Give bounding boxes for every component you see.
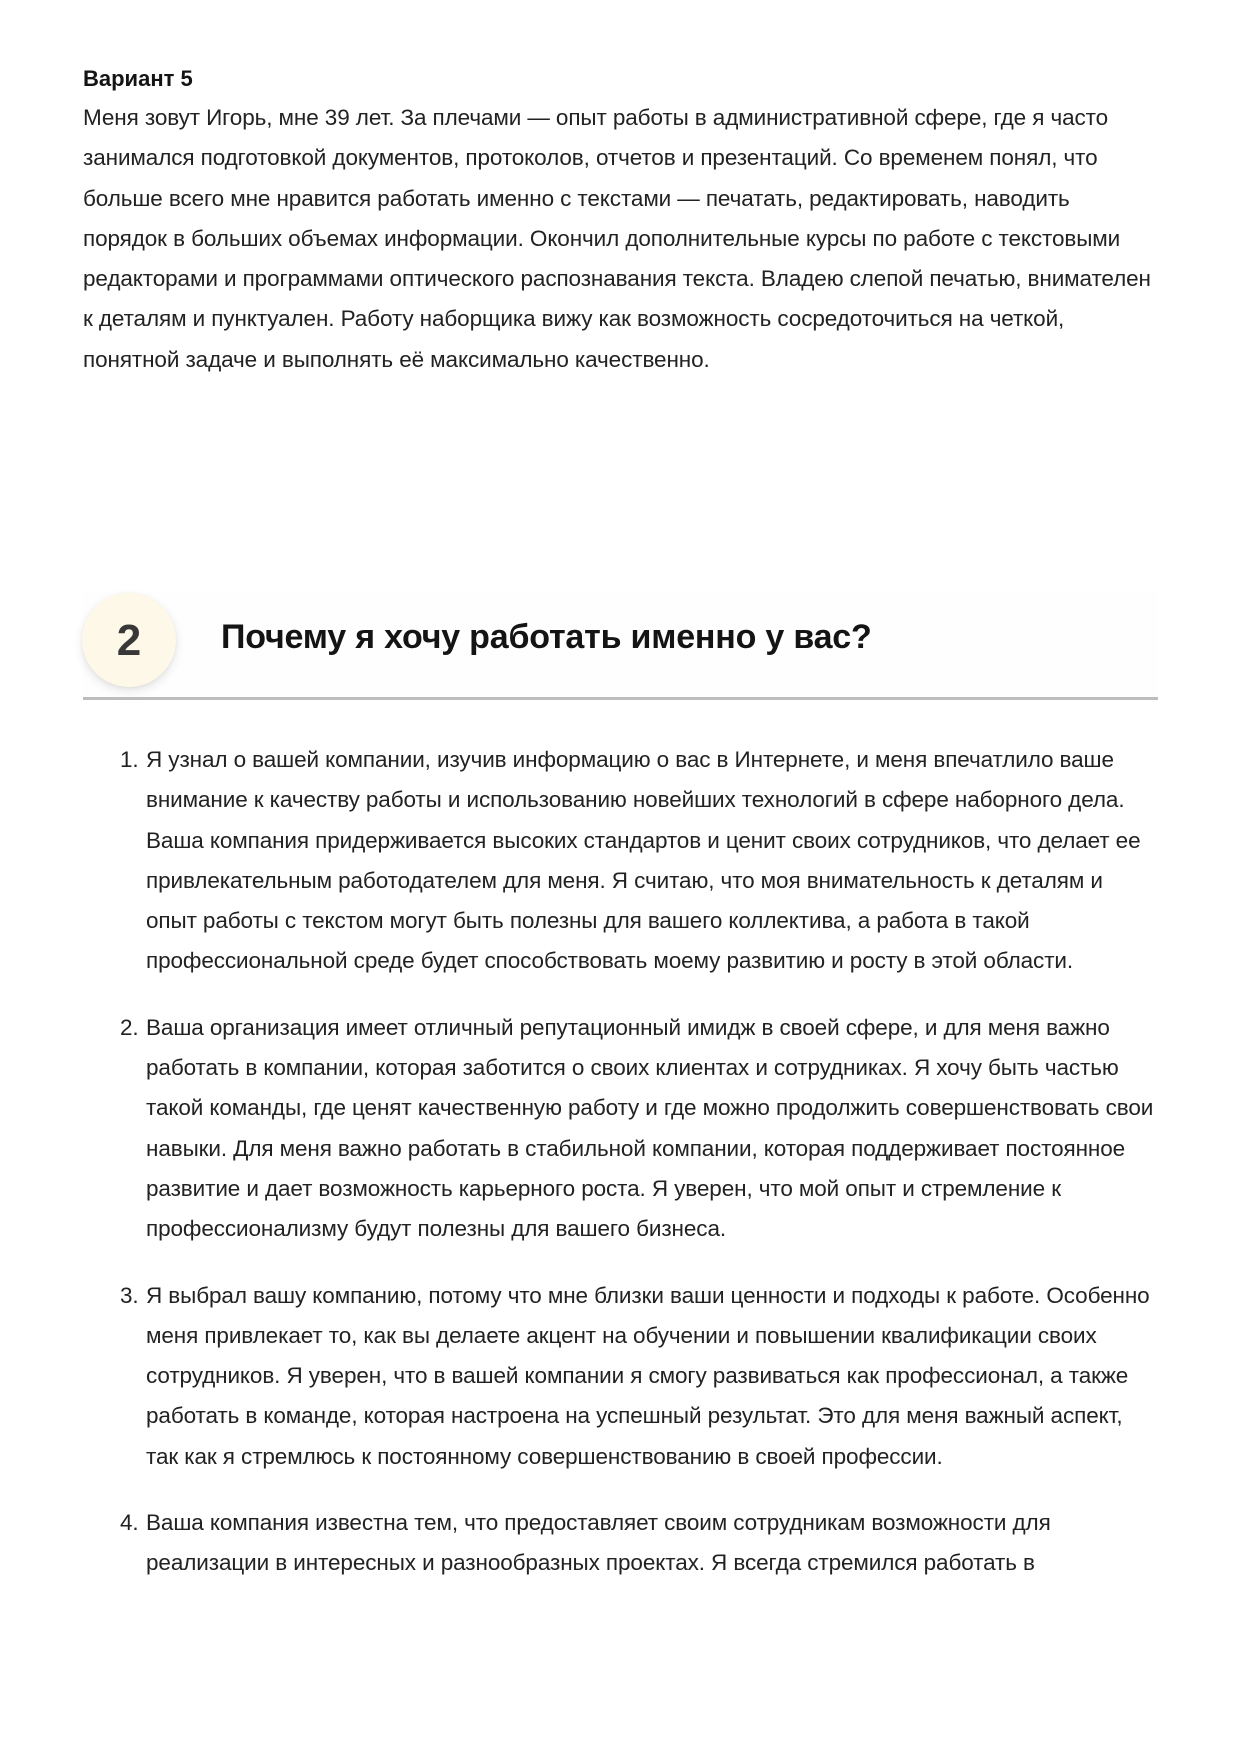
reasons-list xyxy=(83,740,1158,1610)
list-item-text: Ваша организация имеет отличный репутационный имидж в своей сфере, и для меня важно работать в компании, которая заботится о своих клиентах и сотрудниках. Я хочу быть частью такой команды, где ценят качественную работу и где можно продолжить совершенствовать свои навыки. Для меня важно работать в стабильной компании, которая поддерживает постоянное развитие и дает возможность карьерного роста. Я уверен, что мой опыт и стремление к профессионализму будут полезны для вашего бизнеса. xyxy=(146,1014,1154,1242)
variant-title: Вариант 5 xyxy=(83,66,193,91)
section-divider xyxy=(83,697,1158,700)
list-marker: 3. xyxy=(120,1282,139,1308)
list-item-text: Я узнал о вашей компании, изучив информацию о вас в Интернете, и меня впечатлило ваше внимание к качеству работы и использованию новейших технологий в сфере наборного дела. Ваша компания придерживается высоких стандартов и ценит своих сотрудников, что делает ее привлекательным работодателем для меня. Я считаю, что моя внимательность к деталям и опыт работы с текстом могут быть полезны для вашего коллектива, а работа в такой профессиональной среде будет способствовать моему развитию и росту в этой области. xyxy=(146,747,1141,974)
section-number: 2 xyxy=(116,616,142,665)
list-marker: 2. xyxy=(120,1014,139,1040)
list-marker: 1. xyxy=(120,747,139,772)
list-item-text: Ваша компания известна тем, что предоставляет своим сотрудникам возможности для реализации в интересных и разнообразных проектах. Я всегда стремился работать в xyxy=(146,1510,1051,1576)
list-item-text: Я выбрал вашу компанию, потому что мне близки ваши ценности и подходы к работе. Особенно меня привлекает то, как вы делаете акцент на обучении и повышении квалификации своих сотрудников. Я уверен, что в вашей компании я смогу развиваться как профессионал, а также работать в команде, которая настроена на успешный результат. Это для меня важный аспект, так как я стремлюсь к постоянному совершенствованию в своей профессии. xyxy=(146,1282,1150,1469)
list-item xyxy=(83,1503,1158,1584)
list-marker: 4. xyxy=(120,1510,139,1536)
list-item xyxy=(83,740,1158,982)
list-item xyxy=(83,1276,1158,1477)
section-title: Почему я хочу работать именно у вас? xyxy=(221,618,872,656)
list-item xyxy=(83,1008,1158,1250)
section-header xyxy=(83,592,1158,700)
variant-paragraph: Меня зовут Игорь, мне 39 лет. За плечами — опыт работы в административной сфере, где я часто занимался подготовкой документов, протоколов, отчетов и презентаций. Со временем понял, что больше всего мне нравится работать именно с текстами — печатать, редактировать, наводить порядок в больших объемах информации. Окончил дополнительные курсы по работе с текстовыми редакторами и программами оптического распознавания текста. Владею слепой печатью, внимателен к деталям и пунктуален. Работу наборщика вижу как возможность сосредоточиться на четкой, понятной задаче и выполнять её максимально качественно. xyxy=(83,105,1151,372)
section-number-badge xyxy=(82,593,176,687)
